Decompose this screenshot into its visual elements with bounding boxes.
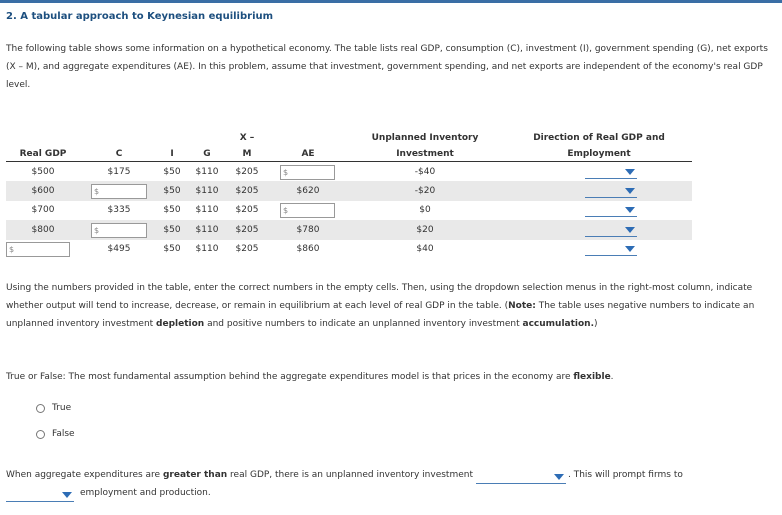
c-input-row-2[interactable]: $ xyxy=(91,184,147,199)
question-text: True or False: The most fundamental assumption behind the aggregate expenditures model is that prices in the economy are xyxy=(6,372,574,382)
cell-xm: $205 xyxy=(235,167,259,177)
header-uii-top: Unplanned Inventory xyxy=(371,133,479,143)
chevron-down-icon xyxy=(625,227,635,233)
employment-direction-dropdown[interactable] xyxy=(6,488,74,502)
true-radio[interactable] xyxy=(36,404,45,413)
cell-xm: $205 xyxy=(235,205,259,215)
cell-g: $110 xyxy=(195,186,219,196)
header-direction-top: Direction of Real GDP and xyxy=(533,133,665,143)
instructions-text: Using the numbers provided in the table, enter the correct numbers in the empty cells. Then, using the dropdown selection menus in the right-most column, indicate whether output will tend to increase, decrease, or remain in equilibrium at each level of real GDP in the table. ( xyxy=(6,283,753,311)
cell-g: $110 xyxy=(195,244,219,254)
cell-ae: $620 xyxy=(296,186,320,196)
cell-xm: $205 xyxy=(235,186,259,196)
inventory-investment-dropdown[interactable] xyxy=(476,470,566,484)
fill-text: real GDP, there is an unplanned inventory investment xyxy=(227,470,473,480)
cell-g: $110 xyxy=(195,205,219,215)
cell-i: $50 xyxy=(163,205,181,215)
cell-g: $110 xyxy=(195,225,219,235)
header-g: G xyxy=(203,149,211,159)
fill-in-sentence-continued: . This will prompt firms to xyxy=(568,470,683,480)
cell-xm: $205 xyxy=(235,244,259,254)
ae-input-row-1[interactable]: $ xyxy=(280,165,335,180)
header-direction-bottom: Employment xyxy=(567,149,631,159)
cell-c: $335 xyxy=(107,205,131,215)
header-real-gdp: Real GDP xyxy=(19,149,67,159)
fill-in-sentence-line-1 xyxy=(6,466,476,484)
chevron-down-icon xyxy=(625,207,635,213)
chevron-down-icon xyxy=(625,246,635,252)
cell-gdp: $500 xyxy=(31,167,55,177)
cell-ae: $780 xyxy=(296,225,320,235)
cell-uii: $20 xyxy=(416,225,434,235)
fill-emphasis: greater than xyxy=(162,470,228,480)
cell-uii: -$40 xyxy=(414,167,436,177)
fill-in-sentence-line-2: employment and production. xyxy=(80,488,211,498)
direction-dropdown-row-5[interactable] xyxy=(585,242,637,256)
cell-gdp: $800 xyxy=(31,225,55,235)
fill-text: When aggregate expenditures are xyxy=(6,470,163,480)
true-label: True xyxy=(52,403,72,413)
intro-paragraph: The following table shows some information on a hypothetical economy. The table lists real GDP, consumption (C), investment (I), government spending (G), net exports (X – M), and aggregate expenditures (AE). In this problem, assume that investment, government spending, and net exports are independent of the economy's real GDP level. xyxy=(6,44,768,90)
cell-i: $50 xyxy=(163,167,181,177)
header-ae: AE xyxy=(301,149,315,159)
chevron-down-icon xyxy=(625,169,635,175)
header-xm-top: X – xyxy=(239,133,255,143)
header-uii-bottom: Investment xyxy=(396,149,454,159)
cell-i: $50 xyxy=(163,244,181,254)
instructions-text: and positive numbers to indicate an unplanned inventory investment xyxy=(204,319,523,329)
false-label: False xyxy=(52,429,75,439)
instructions-text: The table uses negative numbers to indicate an unplanned inventory investment xyxy=(6,301,755,329)
c-input-row-4[interactable]: $ xyxy=(91,223,147,238)
chevron-down-icon xyxy=(625,188,635,194)
cell-g: $110 xyxy=(195,167,219,177)
cell-uii: -$20 xyxy=(414,186,436,196)
cell-uii: $40 xyxy=(416,244,434,254)
cell-i: $50 xyxy=(163,225,181,235)
question-emphasis: flexible xyxy=(573,372,611,382)
cell-gdp: $700 xyxy=(31,205,55,215)
question-text-end: . xyxy=(610,372,614,382)
chevron-down-icon xyxy=(62,492,72,498)
instructions-text: ) xyxy=(594,319,598,329)
gdp-input-row-5[interactable]: $ xyxy=(6,242,70,257)
cell-gdp: $600 xyxy=(31,186,55,196)
direction-dropdown-row-3[interactable] xyxy=(585,203,637,217)
cell-c: $495 xyxy=(107,244,131,254)
header-xm-bottom: M xyxy=(242,149,252,159)
cell-xm: $205 xyxy=(235,225,259,235)
instructions-paragraph xyxy=(6,279,776,333)
cell-uii: $0 xyxy=(419,205,431,215)
top-accent-bar xyxy=(0,0,782,3)
true-false-question xyxy=(6,368,776,386)
ae-input-row-3[interactable]: $ xyxy=(280,203,335,218)
page-title: 2. A tabular approach to Keynesian equilibrium xyxy=(6,11,274,22)
header-c: C xyxy=(115,149,123,159)
depletion-term: depletion xyxy=(156,319,205,329)
direction-dropdown-row-4[interactable] xyxy=(585,223,637,237)
chevron-down-icon xyxy=(554,474,564,480)
cell-c: $175 xyxy=(107,167,131,177)
direction-dropdown-row-2[interactable] xyxy=(585,184,637,198)
note-label: Note: xyxy=(508,301,536,311)
false-radio[interactable] xyxy=(36,430,45,439)
header-i: I xyxy=(170,149,174,159)
cell-ae: $860 xyxy=(296,244,320,254)
direction-dropdown-row-1[interactable] xyxy=(585,165,637,179)
cell-i: $50 xyxy=(163,186,181,196)
accumulation-term: accumulation. xyxy=(522,319,595,329)
